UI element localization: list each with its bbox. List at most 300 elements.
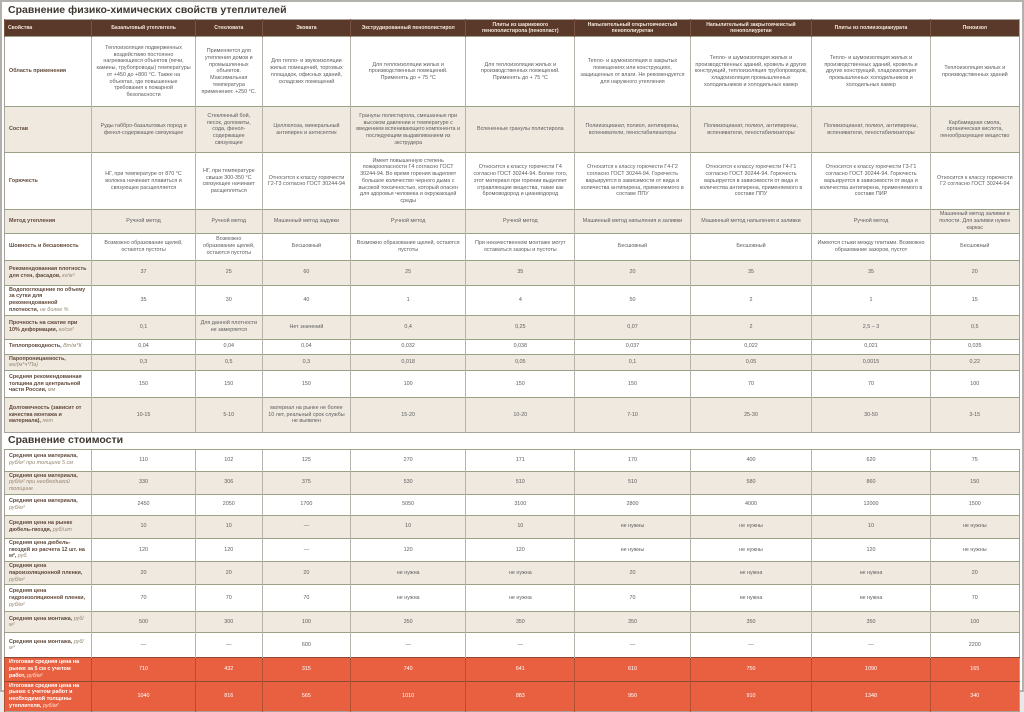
cost-cell: — — [92, 633, 196, 658]
property-cell: Стеклянный бой, песок, доломиты, сода, фенол-содержащее связующее — [195, 107, 262, 153]
cost-cell: не нужны — [575, 515, 690, 538]
cost-cell: 100 — [930, 612, 1019, 633]
cost-cell: 102 — [195, 449, 262, 471]
property-cell: Относится к классу горючести Г4 согласно ГОСТ 30244-94. Более того, этот материал при горении выделяет отравляющие вещества, такие как бромоводород и цианводород — [466, 153, 575, 210]
row-label — [5, 612, 92, 633]
total-row — [5, 658, 1020, 681]
property-cell: 0,1 — [575, 354, 690, 371]
property-cell: 0,04 — [195, 339, 262, 354]
property-cell: Полиизоцианат, полиол, антипирены, вспениватели, пеностабилизаторы — [575, 107, 690, 153]
property-cell: 7-10 — [575, 398, 690, 433]
row-label-text: Итоговая средняя цена на рынке за 5 см с учетом работ, — [9, 659, 80, 679]
property-cell: Ручной метод — [812, 210, 930, 233]
property-row — [5, 354, 1020, 371]
row-label — [5, 562, 92, 585]
cost-cell: не нужна — [466, 562, 575, 585]
row-unit-text: мг/(м*ч*Па) — [9, 362, 39, 369]
property-cell: Теплоизоляция жилых и производственных зданий — [930, 37, 1019, 107]
material-column-header: Базальтовый утеплитель — [92, 19, 196, 37]
property-cell: Для данной плотности не замеряется — [195, 315, 262, 339]
properties-column-header: Свойства — [5, 19, 92, 37]
cost-cell: 1500 — [930, 494, 1019, 515]
row-label-text: Итоговая средняя цена на рынке с учетом работ и необходимой толщины утеплителя, — [9, 682, 80, 709]
property-cell: Имеет повышенную степень пожароопасности Г4 согласно ГОСТ 30244-94. Во время горения выделяет большое количество черного дыма с высокой токсичностью, который опасен для здоровья человека и окружающей среды — [351, 153, 466, 210]
row-label — [5, 37, 92, 107]
cost-cell: 20 — [262, 562, 350, 585]
row-label — [5, 515, 92, 538]
property-cell: Целлюлоза, минеральный антипирен и антисептик — [262, 107, 350, 153]
property-cell: Машинный метод задувки — [262, 210, 350, 233]
property-cell: 0,04 — [92, 339, 196, 354]
cost-cell: — — [351, 633, 466, 658]
material-column-header: Плиты из шарикового пенополистирола (пенопласт) — [466, 19, 575, 37]
property-cell: Относится к классу горючести Г4-Г1 согласно ГОСТ 30244-94. Горючесть варьируется в зависимости от вида и количества антипирена, применяемого в составе ППУ — [690, 153, 812, 210]
row-unit-text: руб/м³ — [9, 504, 25, 511]
cost-cell: 20 — [195, 562, 262, 585]
property-cell: 0,0015 — [812, 354, 930, 371]
page-title: Сравнение физико-химических свойств утеплителей — [8, 4, 287, 16]
cost-cell: 641 — [466, 658, 575, 681]
property-cell: 70 — [690, 371, 812, 398]
row-label-text: Теплопроводность, — [9, 343, 62, 350]
property-cell: 30 — [195, 285, 262, 315]
property-cell: Ручной метод — [195, 210, 262, 233]
cost-cell: 125 — [262, 449, 350, 471]
property-cell: 1 — [812, 285, 930, 315]
property-cell: Машинный метод напыления и заливки — [690, 210, 812, 233]
property-cell: Тепло- и шумоизоляция жилых и производственных зданий, кровель и других конструкций, хладоизоляция промышленных холодильников и холодильных камер — [812, 37, 930, 107]
row-label-text: Рекомендованная плотность для стен, фасадов, — [9, 265, 87, 279]
cost-cell: 816 — [195, 681, 262, 711]
row-unit-text: руб/м² — [9, 601, 25, 608]
cost-cell: 950 — [575, 681, 690, 711]
property-cell: 0,1 — [92, 315, 196, 339]
row-label — [5, 658, 92, 681]
property-cell: 20 — [575, 260, 690, 285]
property-cell: Применяется для утепления домов и промышленных объектов. Максимальная температура применения: +250 °C. — [195, 37, 262, 107]
cost-cell: 1040 — [92, 681, 196, 711]
cost-cell: не нужна — [812, 562, 930, 585]
row-label — [5, 633, 92, 658]
property-cell: Нет значений — [262, 315, 350, 339]
cost-cell: 171 — [466, 449, 575, 471]
row-unit-text: руб/м² — [9, 615, 84, 629]
cost-cell: — — [195, 633, 262, 658]
property-row — [5, 371, 1020, 398]
cost-cell: 2200 — [930, 633, 1019, 658]
row-label-text: Средняя рекомендованная толщина для центральной части России, — [9, 373, 82, 394]
header-row — [5, 19, 1020, 37]
property-cell: 10-15 — [92, 398, 196, 433]
property-cell: 0,07 — [575, 315, 690, 339]
cost-cell: — — [690, 633, 812, 658]
cost-cell: 20 — [92, 562, 196, 585]
property-cell: 0,038 — [466, 339, 575, 354]
row-label-text: Водопоглощение по объему за сутки для рекомендованной плотности, — [9, 286, 86, 313]
property-row — [5, 260, 1020, 285]
cost-row — [5, 538, 1020, 561]
property-cell: Тепло- и шумоизоляция жилых и производственных зданий, кровель и других конструкций, теплоизоляция трубопроводов, хладоизоляция промышленных холодильников и холодильных камер — [690, 37, 812, 107]
row-label — [5, 398, 92, 433]
cost-cell: 120 — [195, 538, 262, 561]
row-label — [5, 494, 92, 515]
property-cell: Тепло- и шумоизоляция в закрытых помещениях или конструкциях, защищенных от влаги. Не рекомендуется для наружного утепления — [575, 37, 690, 107]
property-row — [5, 210, 1020, 233]
property-row — [5, 398, 1020, 433]
cost-cell: 10 — [195, 515, 262, 538]
row-label-text: Средняя цена материала, — [9, 472, 78, 479]
property-cell: Относится к классу горючести Г2 согласно ГОСТ 30244-94 — [930, 153, 1019, 210]
cost-cell: 10 — [351, 515, 466, 538]
property-cell: Ручной метод — [466, 210, 575, 233]
row-label-text: Горючесть — [9, 177, 38, 184]
cost-cell: 100 — [262, 612, 350, 633]
property-cell: Бесшовный — [575, 233, 690, 260]
cost-cell: не нужны — [930, 538, 1019, 561]
property-cell: Имеются стыки между плитами. Возможно образование зазоров, пустот — [812, 233, 930, 260]
row-label-text: Средняя цена на рынке дюбель-гвоздя, — [9, 520, 73, 533]
property-cell: 100 — [351, 371, 466, 398]
cost-cell: 3100 — [466, 494, 575, 515]
cost-cell: 580 — [690, 471, 812, 494]
cost-cell: 350 — [466, 612, 575, 633]
material-column-header: Напылительный закрытоячеистый пенополиуретан — [690, 19, 812, 37]
property-cell: 20 — [930, 260, 1019, 285]
property-cell: Вспененные гранулы полистирола — [466, 107, 575, 153]
property-cell: 0,5 — [930, 315, 1019, 339]
cost-cell: 750 — [690, 658, 812, 681]
row-label-text: Метод утепления — [9, 218, 56, 225]
property-cell: Ручной метод — [92, 210, 196, 233]
cost-cell: не нужна — [466, 585, 575, 612]
row-unit-text: кг/см² — [57, 327, 74, 334]
cost-cell: 860 — [812, 471, 930, 494]
material-column-header: Пеноизол — [930, 19, 1019, 37]
cost-cell: не нужна — [351, 562, 466, 585]
property-cell: Полиизоцианат, полиол, антипирены, вспениватели, пеностабилизаторы — [690, 107, 812, 153]
property-row — [5, 37, 1020, 107]
cost-cell: — — [812, 633, 930, 658]
property-cell: 0,22 — [930, 354, 1019, 371]
cost-cell: 883 — [466, 681, 575, 711]
cost-cell: 1090 — [812, 658, 930, 681]
row-label — [5, 285, 92, 315]
material-column-header: Стекловата — [195, 19, 262, 37]
cost-row — [5, 449, 1020, 471]
property-cell: 0,3 — [92, 354, 196, 371]
material-column-header: Экструдированный пенополистирол — [351, 19, 466, 37]
row-unit-text: руб/шт — [51, 526, 72, 533]
property-cell: Относится к классу горючести Г3-Г1 согласно ГОСТ 30244-94. Горючесть варьируется в зависимости от вида и количества антипирена, применяемого в составе ПИР — [812, 153, 930, 210]
row-label — [5, 315, 92, 339]
cost-cell: не нужна — [690, 585, 812, 612]
property-cell: 0,021 — [812, 339, 930, 354]
property-cell: 100 — [930, 371, 1019, 398]
property-cell: 2,5 – 3 — [812, 315, 930, 339]
cost-cell: 740 — [351, 658, 466, 681]
property-cell: Бесшовный — [262, 233, 350, 260]
property-cell: Возможно образование щелей, остаются пустоты — [195, 233, 262, 260]
properties-table — [4, 19, 1020, 433]
property-cell: Для тепло- и звукоизоляции жилых помещений, торговых площадок, офисных зданий, складских помещений — [262, 37, 350, 107]
property-cell: 0,3 — [262, 354, 350, 371]
cost-cell: 20 — [575, 562, 690, 585]
material-column-header: Напылительный открытоячеистый пенополиуретан — [575, 19, 690, 37]
cost-cell: 120 — [812, 538, 930, 561]
property-cell: 0,018 — [351, 354, 466, 371]
property-cell: 0,022 — [690, 339, 812, 354]
cost-cell: 10 — [812, 515, 930, 538]
property-cell: 60 — [262, 260, 350, 285]
cost-cell: 5050 — [351, 494, 466, 515]
cost-row — [5, 471, 1020, 494]
property-cell: Машинный метод напыления и заливки — [575, 210, 690, 233]
cost-cell: 165 — [930, 658, 1019, 681]
cost-cell: 10 — [466, 515, 575, 538]
row-unit-text: руб/м³ — [9, 638, 84, 652]
cost-cell: 70 — [195, 585, 262, 612]
row-label — [5, 471, 92, 494]
row-label-text: Средняя цена гидроизоляционной пленки, — [9, 588, 86, 601]
property-cell: Бесшовный — [690, 233, 812, 260]
property-row — [5, 107, 1020, 153]
cost-section-title: Сравнение стоимости — [8, 434, 124, 447]
property-cell: 150 — [466, 371, 575, 398]
cost-cell: не нужна — [690, 562, 812, 585]
total-row — [5, 681, 1020, 711]
property-cell: 35 — [812, 260, 930, 285]
row-label-text: Паропроницаемость, — [9, 355, 66, 362]
row-label — [5, 107, 92, 153]
property-cell: Гранулы полистирола, смешанные при высоком давлении и температуре с введением вспенивающего компонента и последующим выдавливанием из экструдера — [351, 107, 466, 153]
property-cell: 4 — [466, 285, 575, 315]
property-cell: НГ, при температуре от 870 °C волокна начинает плавиться и связующее расщепляется — [92, 153, 196, 210]
cost-cell: 510 — [466, 471, 575, 494]
row-unit-text: Вт/м*К — [61, 343, 82, 350]
cost-cell: 350 — [812, 612, 930, 633]
row-unit-text: лет — [40, 418, 53, 425]
property-cell: Для теплоизоляции жилых и производственных помещений. Применять до + 75 °C — [351, 37, 466, 107]
row-label-text: Средняя цена монтажа, — [9, 615, 73, 622]
row-unit-text: мм — [46, 387, 56, 394]
property-cell: Возможно образование щелей, остаются пустоты — [351, 233, 466, 260]
property-cell: 5-10 — [195, 398, 262, 433]
property-cell: Руды габбро-базальтовых пород и фенол-содержащее связующее — [92, 107, 196, 153]
cost-cell: 610 — [575, 658, 690, 681]
cost-cell: 500 — [92, 612, 196, 633]
property-cell: Ручной метод — [351, 210, 466, 233]
cost-row — [5, 515, 1020, 538]
property-cell: Для теплоизоляции жилых и производственных помещений. Применять до + 75 °C — [466, 37, 575, 107]
row-unit-text: руб. — [16, 553, 28, 560]
property-row — [5, 339, 1020, 354]
cost-cell: 350 — [351, 612, 466, 633]
cost-cell: 400 — [690, 449, 812, 471]
cost-row — [5, 562, 1020, 585]
cost-cell: не нужны — [930, 515, 1019, 538]
property-cell: 0,032 — [351, 339, 466, 354]
property-cell: 40 — [262, 285, 350, 315]
property-cell: 70 — [812, 371, 930, 398]
property-cell: 0,035 — [930, 339, 1019, 354]
cost-cell: 315 — [262, 658, 350, 681]
property-cell: 0,4 — [351, 315, 466, 339]
cost-row — [5, 633, 1020, 658]
cost-cell: 4000 — [690, 494, 812, 515]
row-label — [5, 260, 92, 285]
row-unit-text: руб/м² — [25, 672, 43, 679]
property-cell: 150 — [195, 371, 262, 398]
cost-cell: 2050 — [195, 494, 262, 515]
cost-row — [5, 494, 1020, 515]
row-label — [5, 339, 92, 354]
property-cell: 50 — [575, 285, 690, 315]
property-cell: Карбамидная смола, органическая кислота, пенообразующее вещество — [930, 107, 1019, 153]
property-cell: 150 — [575, 371, 690, 398]
row-label-text: Средняя цена пароизоляционной пленки, — [9, 563, 83, 576]
cost-cell: 2800 — [575, 494, 690, 515]
cost-cell: 120 — [351, 538, 466, 561]
property-row — [5, 315, 1020, 339]
cost-cell: не нужны — [690, 538, 812, 561]
property-cell: материал на рынке не более 10 лет, реальный срок службы не выявлен — [262, 398, 350, 433]
property-row — [5, 285, 1020, 315]
property-cell: 0,25 — [466, 315, 575, 339]
property-row — [5, 153, 1020, 210]
property-cell: 15 — [930, 285, 1019, 315]
cost-cell: 10 — [92, 515, 196, 538]
cost-cell: 300 — [195, 612, 262, 633]
cost-cell: не нужны — [575, 538, 690, 561]
property-cell: При некачественном монтаже могут оставаться зазоры и пустоты — [466, 233, 575, 260]
cost-cell: 432 — [195, 658, 262, 681]
cost-cell: 70 — [930, 585, 1019, 612]
row-label-text: Долговечность (зависит от качества монтажа и материала), — [9, 404, 82, 425]
row-label — [5, 585, 92, 612]
cost-cell: 1700 — [262, 494, 350, 515]
property-cell: 3-15 — [930, 398, 1019, 433]
cost-cell: — — [262, 538, 350, 561]
property-cell: 35 — [690, 260, 812, 285]
property-cell: Бесшовный — [930, 233, 1019, 260]
row-unit-text: руб/м² при толщине 5 см — [9, 460, 73, 467]
cost-cell: 1010 — [351, 681, 466, 711]
property-cell: 0,05 — [466, 354, 575, 371]
property-cell: НГ, при температуре свыше 300-350 °C связующее начинает расщепляться — [195, 153, 262, 210]
property-cell: Машинный метод заливки в полости. Для заливки нужен каркас — [930, 210, 1019, 233]
row-label — [5, 371, 92, 398]
cost-cell: 1348 — [812, 681, 930, 711]
property-cell: Относится к классу горючести Г2-Г3 согласно ГОСТ 30244-94 — [262, 153, 350, 210]
property-cell: Возможно образование щелей, остаются пустоты — [92, 233, 196, 260]
cost-cell: 270 — [351, 449, 466, 471]
row-label — [5, 354, 92, 371]
cost-cell: 350 — [690, 612, 812, 633]
property-cell: 150 — [262, 371, 350, 398]
cost-cell: 70 — [262, 585, 350, 612]
property-cell: 25-30 — [690, 398, 812, 433]
row-label-text: Прочность на сжатие при 10% деформации, — [9, 320, 78, 334]
cost-cell: 20 — [930, 562, 1019, 585]
cost-cell: 710 — [92, 658, 196, 681]
row-unit-text: не более % — [38, 306, 69, 313]
cost-row — [5, 612, 1020, 633]
row-label — [5, 153, 92, 210]
cost-cell: — — [466, 633, 575, 658]
row-label — [5, 681, 92, 711]
cost-cell: 12000 — [812, 494, 930, 515]
cost-cell: 350 — [575, 612, 690, 633]
cost-cell: 2450 — [92, 494, 196, 515]
row-unit-text: руб/м² — [9, 576, 25, 583]
row-label — [5, 449, 92, 471]
property-cell: 150 — [92, 371, 196, 398]
property-cell: 10-20 — [466, 398, 575, 433]
property-cell: 25 — [351, 260, 466, 285]
row-label-text: Средняя цена материала, — [9, 453, 78, 460]
cost-cell: не нужны — [690, 515, 812, 538]
row-label — [5, 538, 92, 561]
cost-cell: 910 — [690, 681, 812, 711]
property-row — [5, 233, 1020, 260]
row-label-text: Область применения — [9, 68, 67, 75]
property-cell: Полиизоцианат, полиол, антипирены, вспениватели, пеностабилизаторы — [812, 107, 930, 153]
row-label-text: Средняя цена монтажа, — [9, 638, 73, 645]
property-cell: 15-20 — [351, 398, 466, 433]
property-cell: 30-50 — [812, 398, 930, 433]
row-label-text: Состав — [9, 126, 29, 133]
property-cell: 1 — [351, 285, 466, 315]
property-cell: 0,037 — [575, 339, 690, 354]
property-cell: 0,5 — [195, 354, 262, 371]
cost-cell: 120 — [466, 538, 575, 561]
row-unit-text: кг/м³ — [60, 272, 75, 279]
cost-cell: 70 — [92, 585, 196, 612]
cost-cell: — — [575, 633, 690, 658]
cost-cell: 75 — [930, 449, 1019, 471]
cost-cell: 620 — [812, 449, 930, 471]
property-cell: Теплоизоляция подверженных воздействию постоянно нагревающихся объектов (печи, камины, трубопроводы) температуры от +450 до +800 °C. Также на объектах, где повышенные требования к пожарной безопасности — [92, 37, 196, 107]
property-cell: 0,04 — [262, 339, 350, 354]
property-cell: 35 — [466, 260, 575, 285]
material-column-header: Плиты из полиизоцианурата — [812, 19, 930, 37]
cost-cell: 306 — [195, 471, 262, 494]
cost-row — [5, 585, 1020, 612]
cost-cell: 375 — [262, 471, 350, 494]
row-label-text: Шовность и бесшовность — [9, 243, 79, 250]
property-cell: 0,05 — [690, 354, 812, 371]
cost-cell: 170 — [575, 449, 690, 471]
material-column-header: Эковата — [262, 19, 350, 37]
cost-cell: не нужна — [351, 585, 466, 612]
cost-cell: 340 — [930, 681, 1019, 711]
row-label-text: Средняя цена дюбель-гвоздей из расчета 12 шт. на м², — [9, 539, 85, 560]
property-cell: 2 — [690, 315, 812, 339]
cost-cell: 110 — [92, 449, 196, 471]
property-cell: 2 — [690, 285, 812, 315]
cost-cell: 530 — [351, 471, 466, 494]
property-cell: 25 — [195, 260, 262, 285]
cost-cell: 120 — [92, 538, 196, 561]
cost-cell: — — [262, 515, 350, 538]
cost-cell: 150 — [930, 471, 1019, 494]
row-unit-text: руб/м² при необходимой толщине — [9, 479, 70, 493]
row-unit-text: руб/м² — [41, 702, 59, 709]
cost-cell: 70 — [575, 585, 690, 612]
row-label — [5, 210, 92, 233]
property-cell: 37 — [92, 260, 196, 285]
cost-table — [4, 449, 1020, 712]
